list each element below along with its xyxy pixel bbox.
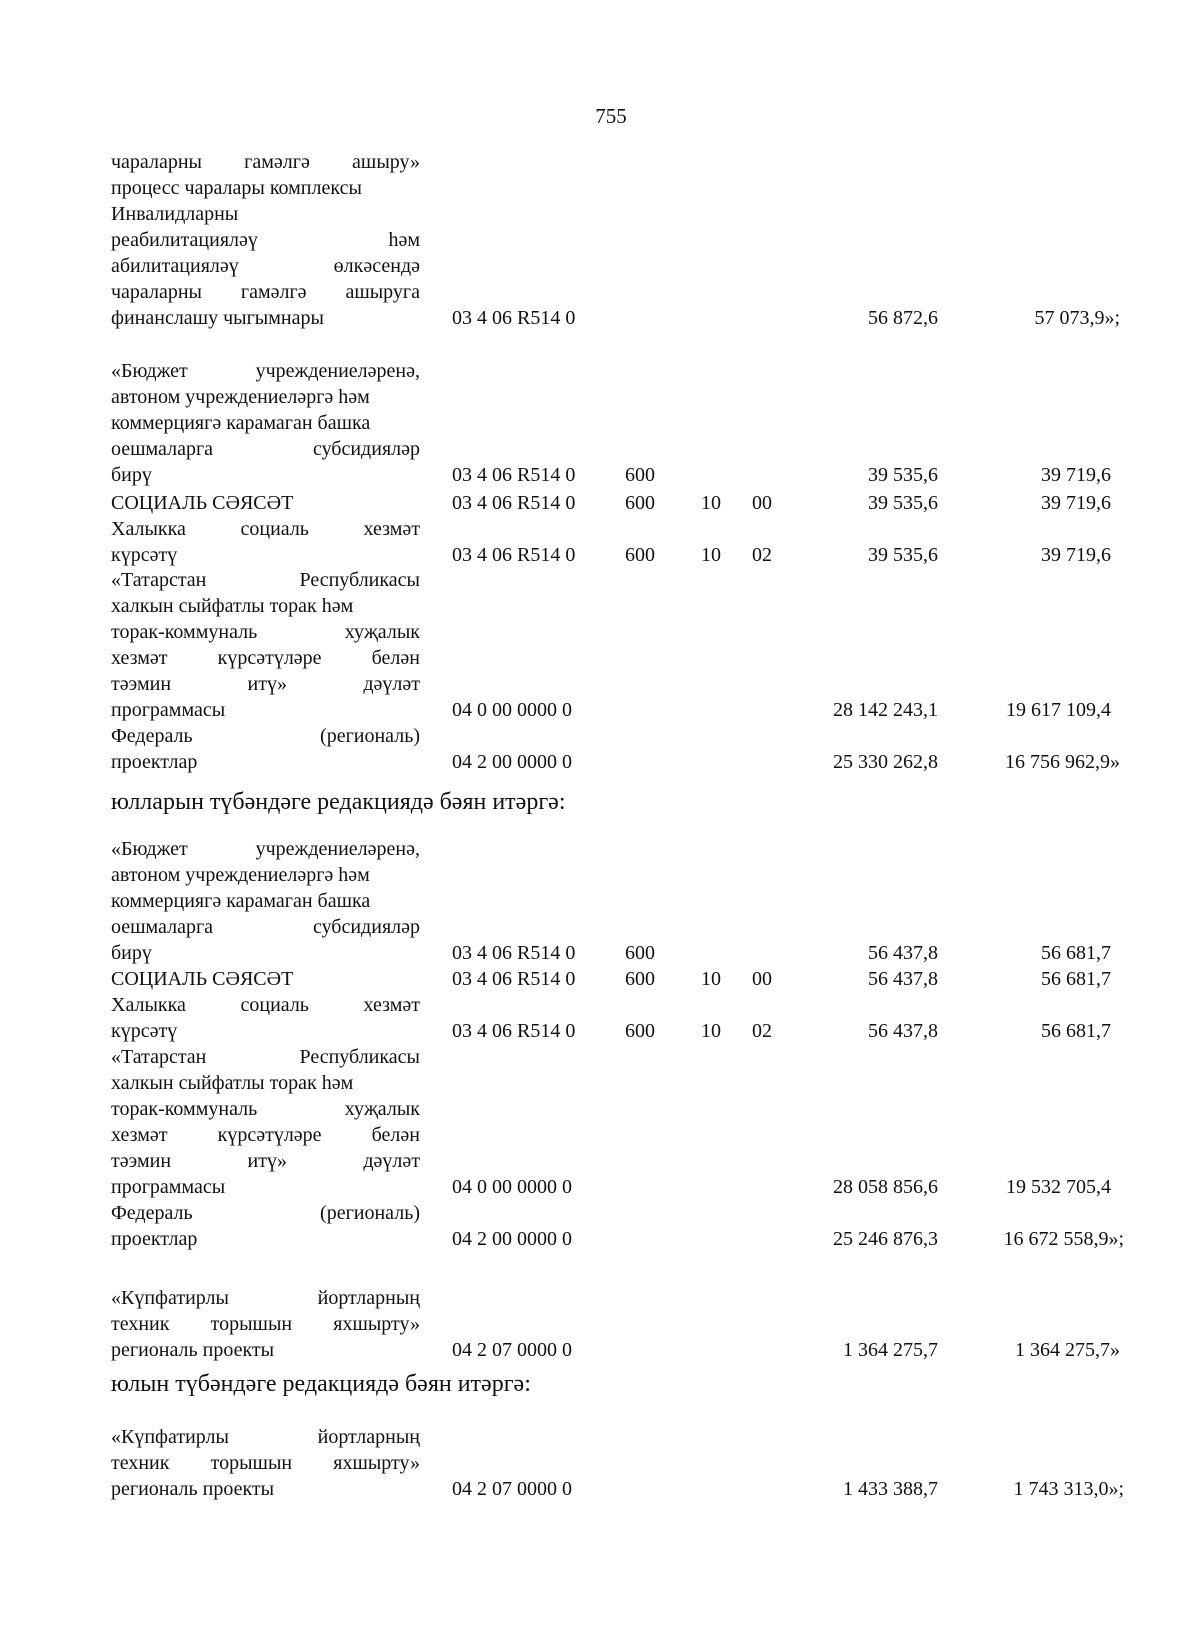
amount-year-1: 39 535,6 bbox=[868, 544, 938, 566]
target-code: 04 0 00 0000 0 bbox=[452, 699, 572, 721]
amount-year-1: 56 437,8 bbox=[868, 1020, 938, 1042]
instruction-text: юлын түбәндәге редакциядә бәян итәргә: bbox=[111, 1371, 531, 1397]
row-name bbox=[111, 567, 420, 723]
row-name-line: программасы bbox=[111, 1176, 226, 1198]
amount-year-1: 1 433 388,7 bbox=[843, 1478, 938, 1500]
row-name-line: коммерциягә карамаган башка bbox=[111, 412, 371, 434]
row-name-line: Халыкка социаль хезмәт bbox=[111, 994, 420, 1016]
row-name-line: күрсәтү bbox=[111, 544, 178, 566]
expense-type: 600 bbox=[625, 942, 655, 964]
amount-year-2: 19 532 705,4 bbox=[1006, 1176, 1111, 1198]
row-name bbox=[111, 992, 420, 1044]
row-name bbox=[111, 1044, 420, 1200]
target-code: 04 2 07 0000 0 bbox=[452, 1339, 572, 1361]
target-code: 04 2 00 0000 0 bbox=[452, 1228, 572, 1250]
target-code: 03 4 06 R514 0 bbox=[452, 544, 576, 566]
row-name-line: региональ проекты bbox=[111, 1339, 275, 1361]
row-name bbox=[111, 836, 420, 966]
subsection-code: 00 bbox=[752, 492, 772, 514]
target-code: 03 4 06 R514 0 bbox=[452, 942, 576, 964]
amount-year-1: 1 364 275,7 bbox=[843, 1339, 938, 1361]
amount-year-2: 56 681,7 bbox=[1041, 942, 1111, 964]
row-name-line: оешмаларга субсидияләр bbox=[111, 438, 420, 460]
section-code: 10 bbox=[701, 544, 721, 566]
instruction-text: юлларын түбәндәге редакциядә бәян итәргә: bbox=[111, 789, 566, 815]
row-name bbox=[111, 358, 420, 488]
row-name bbox=[111, 490, 420, 516]
target-code: 04 2 00 0000 0 bbox=[452, 751, 572, 773]
target-code: 03 4 06 R514 0 bbox=[452, 464, 576, 486]
row-name-line: СОЦИАЛЬ СӘЯСӘТ bbox=[111, 492, 294, 514]
row-name bbox=[111, 1200, 420, 1252]
row-name-line: абилитацияләү өлкәсендә bbox=[111, 255, 420, 277]
subsection-code: 02 bbox=[752, 544, 772, 566]
expense-type: 600 bbox=[625, 464, 655, 486]
row-name bbox=[111, 1285, 420, 1363]
row-name bbox=[111, 516, 420, 568]
row-name-line: тәэмин итү» дәүләт bbox=[111, 1150, 420, 1172]
row-name-line: программасы bbox=[111, 699, 226, 721]
row-name-line: Федераль (региональ) bbox=[111, 1202, 420, 1224]
row-name-line: автоном учреждениеләргә һәм bbox=[111, 386, 370, 408]
row-name-line: халкын сыйфатлы торак һәм bbox=[111, 595, 354, 617]
target-code: 03 4 06 R514 0 bbox=[452, 1020, 576, 1042]
row-name-line: торак-коммуналь хуҗалык bbox=[111, 621, 420, 643]
row-name-line: чараларны гамәлгә ашыру» bbox=[111, 151, 420, 173]
row-name-line: чараларны гамәлгә ашыруга bbox=[111, 281, 420, 303]
row-name-line: Инвалидларны bbox=[111, 203, 239, 225]
amount-year-2: 1 743 313,0»; bbox=[1013, 1478, 1124, 1500]
row-name-line: СОЦИАЛЬ СӘЯСӘТ bbox=[111, 968, 294, 990]
target-code: 03 4 06 R514 0 bbox=[452, 968, 576, 990]
amount-year-1: 39 535,6 bbox=[868, 492, 938, 514]
row-name-line: «Бюджет учреждениеләренә, bbox=[111, 360, 420, 382]
target-code: 04 0 00 0000 0 bbox=[452, 1176, 572, 1198]
row-name-line: региональ проекты bbox=[111, 1478, 275, 1500]
row-name-line: халкын сыйфатлы торак һәм bbox=[111, 1072, 354, 1094]
expense-type: 600 bbox=[625, 544, 655, 566]
row-name-line: финанслашу чыгымнары bbox=[111, 307, 324, 329]
row-name-line: Халыкка социаль хезмәт bbox=[111, 518, 420, 540]
amount-year-1: 28 142 243,1 bbox=[833, 699, 938, 721]
amount-year-2: 16 672 558,9»; bbox=[1003, 1228, 1124, 1250]
target-code: 04 2 07 0000 0 bbox=[452, 1478, 572, 1500]
subsection-code: 02 bbox=[752, 1020, 772, 1042]
row-name-line: техник торышын яхшырту» bbox=[111, 1313, 420, 1335]
row-name-line: «Күпфатирлы йортларның bbox=[111, 1287, 420, 1309]
row-name-line: реабилитацияләү һәм bbox=[111, 229, 420, 251]
row-name-line: бирү bbox=[111, 464, 152, 486]
row-name bbox=[111, 149, 420, 331]
amount-year-2: 57 073,9»; bbox=[1034, 307, 1120, 329]
row-name-line: тәэмин итү» дәүләт bbox=[111, 673, 420, 695]
amount-year-2: 56 681,7 bbox=[1041, 1020, 1111, 1042]
row-name-line: процесс чаралары комплексы bbox=[111, 177, 362, 199]
row-name bbox=[111, 1424, 420, 1502]
amount-year-2: 39 719,6 bbox=[1041, 492, 1111, 514]
expense-type: 600 bbox=[625, 492, 655, 514]
row-name-line: хезмәт күрсәтүләре белән bbox=[111, 1124, 420, 1146]
row-name-line: «Бюджет учреждениеләренә, bbox=[111, 838, 420, 860]
section-code: 10 bbox=[701, 1020, 721, 1042]
expense-type: 600 bbox=[625, 1020, 655, 1042]
row-name bbox=[111, 723, 420, 775]
target-code: 03 4 06 R514 0 bbox=[452, 307, 576, 329]
row-name-line: проектлар bbox=[111, 1228, 198, 1250]
row-name-line: оешмаларга субсидияләр bbox=[111, 916, 420, 938]
amount-year-2: 56 681,7 bbox=[1041, 968, 1111, 990]
amount-year-1: 39 535,6 bbox=[868, 464, 938, 486]
amount-year-1: 28 058 856,6 bbox=[833, 1176, 938, 1198]
row-name-line: «Татарстан Республикасы bbox=[111, 1046, 420, 1068]
amount-year-1: 56 872,6 bbox=[868, 307, 938, 329]
row-name-line: торак-коммуналь хуҗалык bbox=[111, 1098, 420, 1120]
row-name-line: коммерциягә карамаган башка bbox=[111, 890, 371, 912]
row-name-line: техник торышын яхшырту» bbox=[111, 1452, 420, 1474]
row-name-line: «Татарстан Республикасы bbox=[111, 569, 420, 591]
amount-year-1: 56 437,8 bbox=[868, 942, 938, 964]
row-name-line: бирү bbox=[111, 942, 152, 964]
row-name-line: Федераль (региональ) bbox=[111, 725, 420, 747]
amount-year-2: 19 617 109,4 bbox=[1006, 699, 1111, 721]
amount-year-2: 39 719,6 bbox=[1041, 544, 1111, 566]
target-code: 03 4 06 R514 0 bbox=[452, 492, 576, 514]
row-name bbox=[111, 966, 420, 992]
amount-year-1: 25 330 262,8 bbox=[833, 751, 938, 773]
section-code: 10 bbox=[701, 968, 721, 990]
row-name-line: күрсәтү bbox=[111, 1020, 178, 1042]
amount-year-2: 39 719,6 bbox=[1041, 464, 1111, 486]
amount-year-1: 25 246 876,3 bbox=[833, 1228, 938, 1250]
section-code: 10 bbox=[701, 492, 721, 514]
row-name-line: проектлар bbox=[111, 751, 198, 773]
row-name-line: хезмәт күрсәтүләре белән bbox=[111, 647, 420, 669]
amount-year-1: 56 437,8 bbox=[868, 968, 938, 990]
amount-year-2: 1 364 275,7» bbox=[1015, 1339, 1120, 1361]
row-name-line: «Күпфатирлы йортларның bbox=[111, 1426, 420, 1448]
subsection-code: 00 bbox=[752, 968, 772, 990]
expense-type: 600 bbox=[625, 968, 655, 990]
page-number: 755 bbox=[595, 104, 627, 128]
amount-year-2: 16 756 962,9» bbox=[1005, 751, 1120, 773]
row-name-line: автоном учреждениеләргә һәм bbox=[111, 864, 370, 886]
